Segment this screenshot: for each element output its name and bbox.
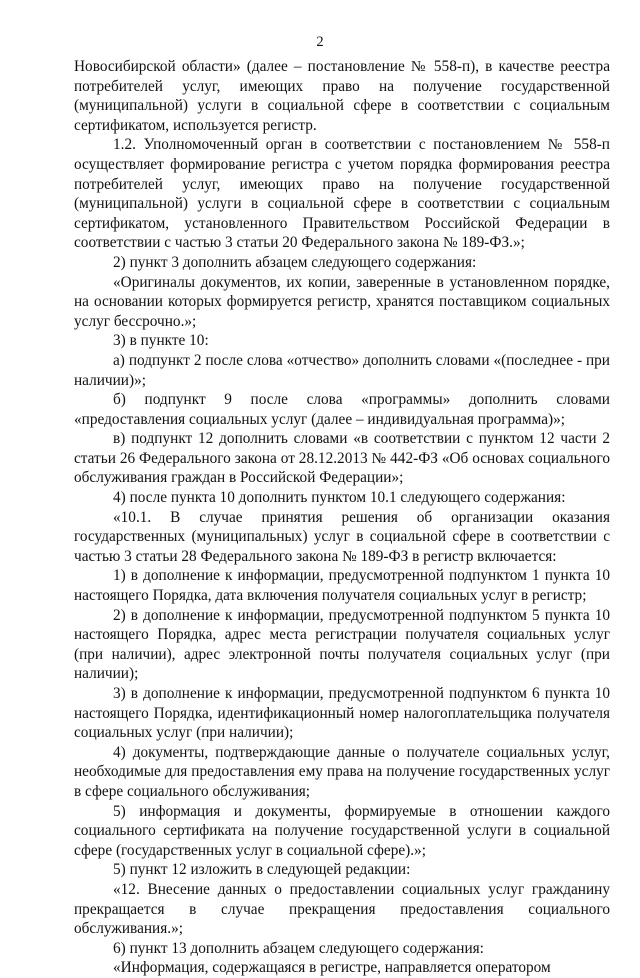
paragraph: Новосибирской области» (далее – постановление № 558-п), в качестве реестра потребителей услуг, имеющих право на получение государственной (муниципальной) услуги в социальной сфере в соответствии с социальным сертификатом, используется регистр. <box>74 58 610 134</box>
paragraph: 5) информация и документы, формируемые в отношении каждого социального сертификата на получение государственной услуги в социальной сфере (государственных услуг в социальной сфере).»; <box>74 802 610 859</box>
paragraph: 1) в дополнение к информации, предусмотренной подпунктом 1 пункта 10 настоящего Порядка, дата включения получателя социальных услуг в регистр; <box>74 567 610 605</box>
paragraph: 2) в дополнение к информации, предусмотренной подпунктом 5 пункта 10 настоящего Порядка, адрес места регистрации получателя социальных услуг (при наличии), адрес электронной почты получателя социальных услуг (при наличии); <box>74 606 610 683</box>
paragraph: 4) документы, подтверждающие данные о получателе социальных услуг, необходимые для предоставления ему права на получение государственных услуг в сфере социального обслуживания; <box>74 743 610 800</box>
paragraph: 4) после пункта 10 дополнить пунктом 10.1 следующего содержания: <box>113 489 566 507</box>
paragraph: «Информация, содержащаяся в регистре, направляется оператором <box>113 959 551 977</box>
paragraph: 3) в пункте 10: <box>113 332 209 350</box>
paragraph: в) подпункт 12 дополнить словами «в соответствии с пунктом 12 части 2 статьи 26 Федерального закона от 28.12.2013 № 442-ФЗ «Об основах социального обслуживания граждан в Российской Федерации»; <box>74 430 610 487</box>
paragraph: 6) пункт 13 дополнить абзацем следующего содержания: <box>113 939 484 957</box>
paragraph: «12. Внесение данных о предоставлении социальных услуг гражданину прекращается в случае прекращения предоставления социального обслуживания.»; <box>74 880 610 938</box>
paragraph: «10.1. В случае принятия решения об организации оказания государственных (муниципальных) услуг в социальной сфере в соответствии с частью 3 статьи 28 Федерального закона № 189-ФЗ в регистр включается: <box>74 508 610 565</box>
document-body <box>74 57 610 978</box>
page-number: 2 <box>316 34 324 50</box>
paragraph: б) подпункт 9 после слова «программы» дополнить словами «предоставления социальных услуг (далее – индивидуальная программа)»; <box>74 391 610 428</box>
paragraph: 3) в дополнение к информации, предусмотренной подпунктом 6 пункта 10 настоящего Порядка, идентификационный номер налогоплательщика получателя социальных услуг (при наличии); <box>74 685 610 742</box>
paragraph: 2) пункт 3 дополнить абзацем следующего содержания: <box>113 253 477 271</box>
paragraph: «Оригиналы документов, их копии, заверенные в установленном порядке, на основании которых формируется регистр, хранятся поставщиком социальных услуг бессрочно.»; <box>74 273 610 330</box>
paragraph: 5) пункт 12 изложить в следующей редакции: <box>113 861 411 879</box>
paragraph: а) подпункт 2 после слова «отчество» дополнить словами «(последнее - при наличии)»; <box>74 351 610 389</box>
paragraph: 1.2. Уполномоченный орган в соответствии с постановлением № 558-п осуществляет формирование регистра с учетом порядка формирования реестра потребителей услуг, имеющих право на получение государственной (муниципальной) услуги в социальной сфере в соответствии с социальным сертификатом, установленного Правительством Российской Федерации в соответствии с частью 3 статьи 20 Федерального закона № 189-ФЗ.»; <box>74 136 610 252</box>
